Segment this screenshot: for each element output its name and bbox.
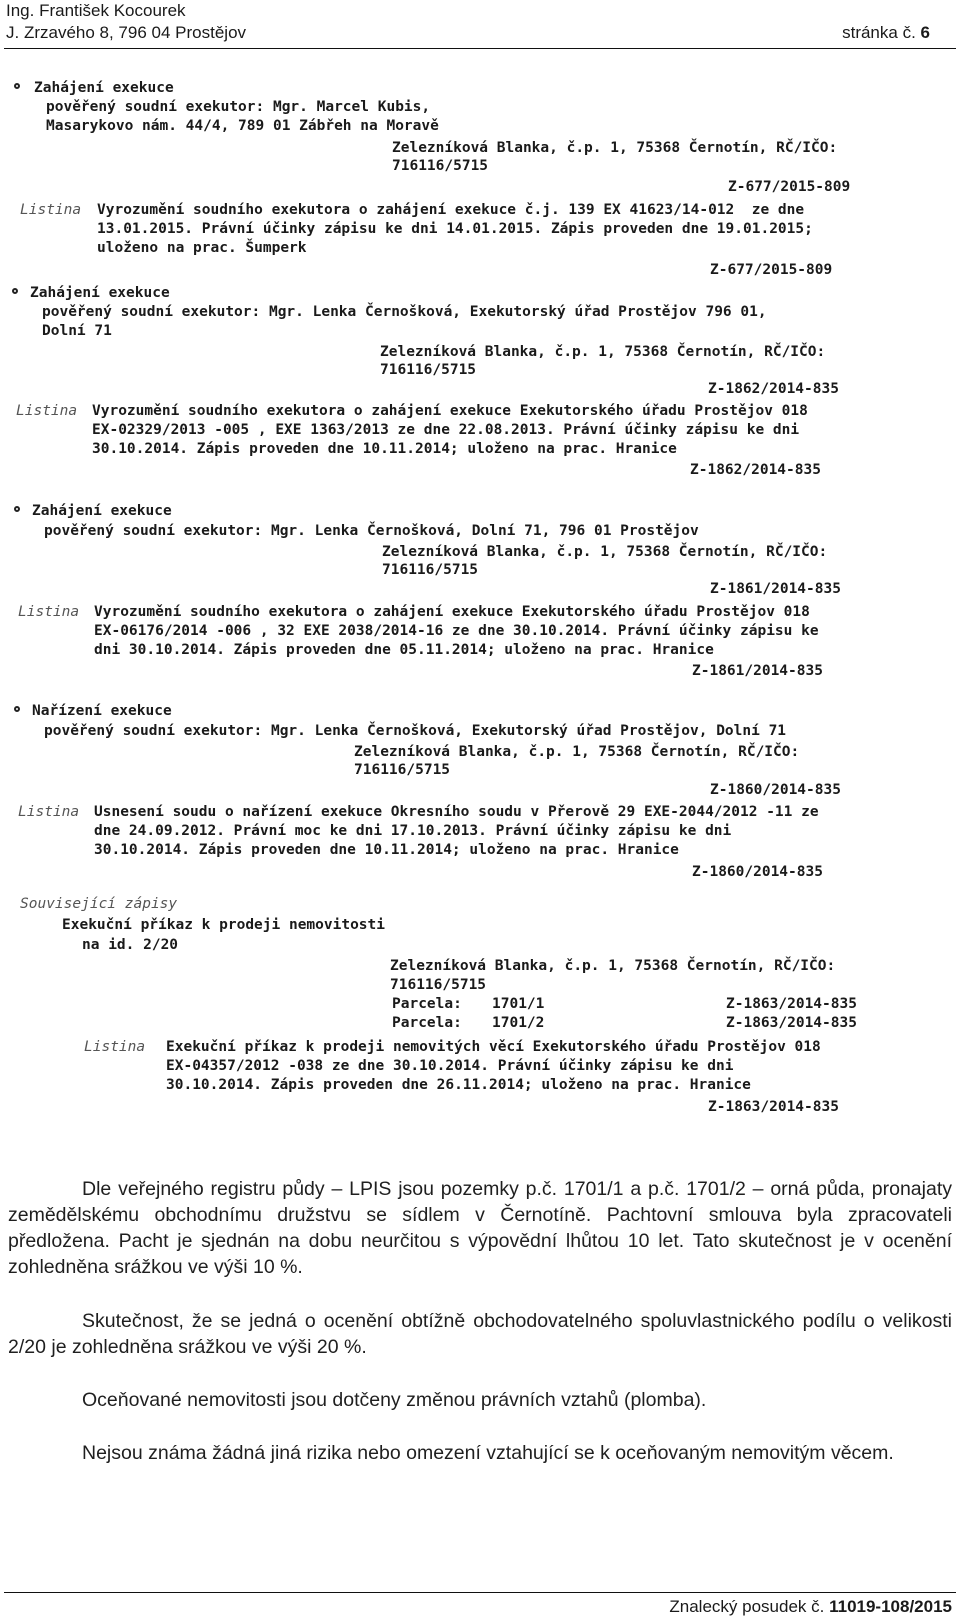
related-listina-line-2: EX-04357/2012 -038 ze dne 30.10.2014. Právní účinky zápisu ke dni bbox=[166, 1058, 734, 1074]
entry-3-owner-line-2: 716116/5715 bbox=[382, 562, 479, 578]
parcel-1-number: 1701/1 bbox=[492, 996, 545, 1012]
entry-3-listina-line-1: Vyrozumění soudního exekutora o zahájení exekuce Exekutorského úřadu Prostějov 018 bbox=[94, 604, 810, 620]
entry-2-owner-line-2: 716116/5715 bbox=[380, 362, 477, 378]
entry-1-listina-label: Listina bbox=[20, 202, 82, 218]
related-label: Související zápisy bbox=[20, 896, 178, 912]
entry-4-ref-bottom: Z-1860/2014-835 bbox=[692, 864, 823, 880]
entry-3-exekutor-line-1: pověřený soudní exekutor: Mgr. Lenka Černošková, Dolní 71, 796 01 Prostějov bbox=[44, 523, 699, 539]
entry-3-owner-line-1: Zelezníková Blanka, č.p. 1, 75368 Černotín, RČ/IČO: bbox=[382, 544, 828, 560]
entry-bullet-icon bbox=[14, 83, 20, 89]
parcel-1-ref: Z-1863/2014-835 bbox=[726, 996, 857, 1012]
paragraph-lpis: Dle veřejného registru půdy – LPIS jsou pozemky p.č. 1701/1 a p.č. 1701/2 – orná půda, pronajaty zemědělskému obchodnímu družstvu se sídlem v Černotíně. Pachtovní smlouva byla zpracovateli předložena. Pacht je sjednán na dobu neurčitou s výpovědní lhůtou 10 let. Tato skutečnost je v ocenění zohledněna srážkou ve výši 10 %. bbox=[8, 1178, 952, 1278]
header-divider bbox=[4, 48, 956, 49]
entry-3-ref-bottom: Z-1861/2014-835 bbox=[692, 663, 823, 679]
entry-1-owner-line-1: Zelezníková Blanka, č.p. 1, 75368 Černotín, RČ/IČO: bbox=[392, 140, 838, 156]
entry-4-listina-line-1: Usnesení soudu o nařízení exekuce Okresního soudu v Přerově 29 EXE-2044/2012 -11 ze bbox=[94, 804, 819, 820]
related-owner-line-2: 716116/5715 bbox=[390, 977, 487, 993]
entry-4-title: Nařízení exekuce bbox=[32, 703, 172, 719]
entry-4-exekutor-line-1: pověřený soudní exekutor: Mgr. Lenka Černošková, Exekutorský úřad Prostějov, Dolní 71 bbox=[44, 723, 787, 739]
related-listina-line-1: Exekuční příkaz k prodeji nemovitých věcí Exekutorského úřadu Prostějov 018 bbox=[166, 1039, 821, 1055]
entry-1-listina-line-3: uloženo na prac. Šumperk bbox=[97, 240, 307, 256]
footer-divider bbox=[4, 1592, 956, 1593]
entry-3-ref-top: Z-1861/2014-835 bbox=[710, 581, 841, 597]
related-owner-line-1: Zelezníková Blanka, č.p. 1, 75368 Černotín, RČ/IČO: bbox=[390, 958, 836, 974]
paragraph-share-discount: Skutečnost, že se jedná o ocenění obtížně obchodovatelného spoluvlastnického podílu o velikosti 2/20 je zohledněna srážkou ve výši 20 %. bbox=[8, 1310, 952, 1358]
entry-1-listina-line-1: Vyrozumění soudního exekutora o zahájení exekuce č.j. 139 EX 41623/14-012 ze dne bbox=[97, 202, 805, 218]
author-name: Ing. František Kocourek bbox=[6, 1, 186, 20]
page-number-label bbox=[842, 22, 930, 44]
parcel-2-ref: Z-1863/2014-835 bbox=[726, 1015, 857, 1031]
entry-2-listina-label: Listina bbox=[16, 403, 78, 419]
footer-label: Znalecký posudek č. bbox=[669, 1597, 825, 1616]
entry-2-ref-bottom: Z-1862/2014-835 bbox=[690, 462, 821, 478]
author-address: J. Zrzavého 8, 796 04 Prostějov bbox=[6, 23, 247, 42]
entry-4-listina-label: Listina bbox=[18, 804, 80, 820]
entry-1-listina-line-2: 13.01.2015. Právní účinky zápisu ke dni 14.01.2015. Zápis proveden dne 19.01.2015; bbox=[97, 221, 813, 237]
entry-1-title: Zahájení exekuce bbox=[34, 80, 174, 96]
related-listina-label: Listina bbox=[84, 1039, 146, 1055]
footer-number: 11019-108/2015 bbox=[829, 1597, 952, 1616]
related-title-line-2: na id. 2/20 bbox=[82, 937, 179, 953]
entry-3-listina-label: Listina bbox=[18, 604, 80, 620]
entry-3-listina-line-2: EX-06176/2014 -006 , 32 EXE 2038/2014-16 ze dne 30.10.2014. Právní účinky zápisu ke bbox=[94, 623, 819, 639]
entry-1-ref-bottom: Z-677/2015-809 bbox=[710, 262, 833, 278]
entry-bullet-icon bbox=[12, 288, 18, 294]
entry-4-listina-line-3: 30.10.2014. Zápis proveden dne 10.11.2014; uloženo na prac. Hranice bbox=[94, 842, 679, 858]
entry-2-title: Zahájení exekuce bbox=[30, 285, 170, 301]
paragraph-legal-change: Oceňované nemovitosti jsou dotčeny změnou právních vztahů (plomba). bbox=[82, 1389, 707, 1411]
entry-2-ref-top: Z-1862/2014-835 bbox=[708, 381, 839, 397]
entry-2-listina-line-3: 30.10.2014. Zápis proveden dne 10.11.2014; uloženo na prac. Hranice bbox=[92, 441, 677, 457]
entry-4-owner-line-1: Zelezníková Blanka, č.p. 1, 75368 Černotín, RČ/IČO: bbox=[354, 744, 800, 760]
entry-2-exekutor-line-1: pověřený soudní exekutor: Mgr. Lenka Černošková, Exekutorský úřad Prostějov 796 01, bbox=[42, 304, 767, 320]
entry-4-ref-top: Z-1860/2014-835 bbox=[710, 782, 841, 798]
related-listina-line-3: 30.10.2014. Zápis proveden dne 26.11.2014; uloženo na prac. Hranice bbox=[166, 1077, 751, 1093]
page-number: 6 bbox=[920, 23, 930, 42]
entry-2-listina-line-2: EX-02329/2013 -005 , EXE 1363/2013 ze dne 22.08.2013. Právní účinky zápisu ke dni bbox=[92, 422, 800, 438]
parcel-1-label: Parcela: bbox=[392, 996, 462, 1012]
parcel-2-number: 1701/2 bbox=[492, 1015, 545, 1031]
entry-2-listina-line-1: Vyrozumění soudního exekutora o zahájení exekuce Exekutorského úřadu Prostějov 018 bbox=[92, 403, 808, 419]
page-label: stránka č. bbox=[842, 23, 916, 42]
related-ref-bottom: Z-1863/2014-835 bbox=[708, 1099, 839, 1115]
entry-2-owner-line-1: Zelezníková Blanka, č.p. 1, 75368 Černotín, RČ/IČO: bbox=[380, 344, 826, 360]
footer-report-number bbox=[669, 1597, 952, 1617]
entry-4-listina-line-2: dne 24.09.2012. Právní moc ke dni 17.10.2013. Právní účinky zápisu ke dni bbox=[94, 823, 732, 839]
entry-1-exekutor-line-1: pověřený soudní exekutor: Mgr. Marcel Kubis, bbox=[46, 99, 431, 115]
entry-1-exekutor-line-2: Masarykovo nám. 44/4, 789 01 Zábřeh na Moravě bbox=[46, 118, 439, 134]
related-title-line-1: Exekuční příkaz k prodeji nemovitosti bbox=[62, 917, 386, 933]
paragraph-no-risks: Nejsou známa žádná jiná rizika nebo omezení vztahující se k oceňovaným nemovitým věcem. bbox=[82, 1442, 894, 1464]
entry-3-title: Zahájení exekuce bbox=[32, 503, 172, 519]
entry-bullet-icon bbox=[14, 706, 20, 712]
entry-1-owner-line-2: 716116/5715 bbox=[392, 158, 489, 174]
entry-1-ref-top: Z-677/2015-809 bbox=[728, 179, 851, 195]
entry-3-listina-line-3: dni 30.10.2014. Zápis proveden dne 05.11.2014; uloženo na prac. Hranice bbox=[94, 642, 714, 658]
entry-bullet-icon bbox=[14, 506, 20, 512]
parcel-2-label: Parcela: bbox=[392, 1015, 462, 1031]
entry-4-owner-line-2: 716116/5715 bbox=[354, 762, 451, 778]
entry-2-exekutor-line-2: Dolní 71 bbox=[42, 323, 112, 339]
